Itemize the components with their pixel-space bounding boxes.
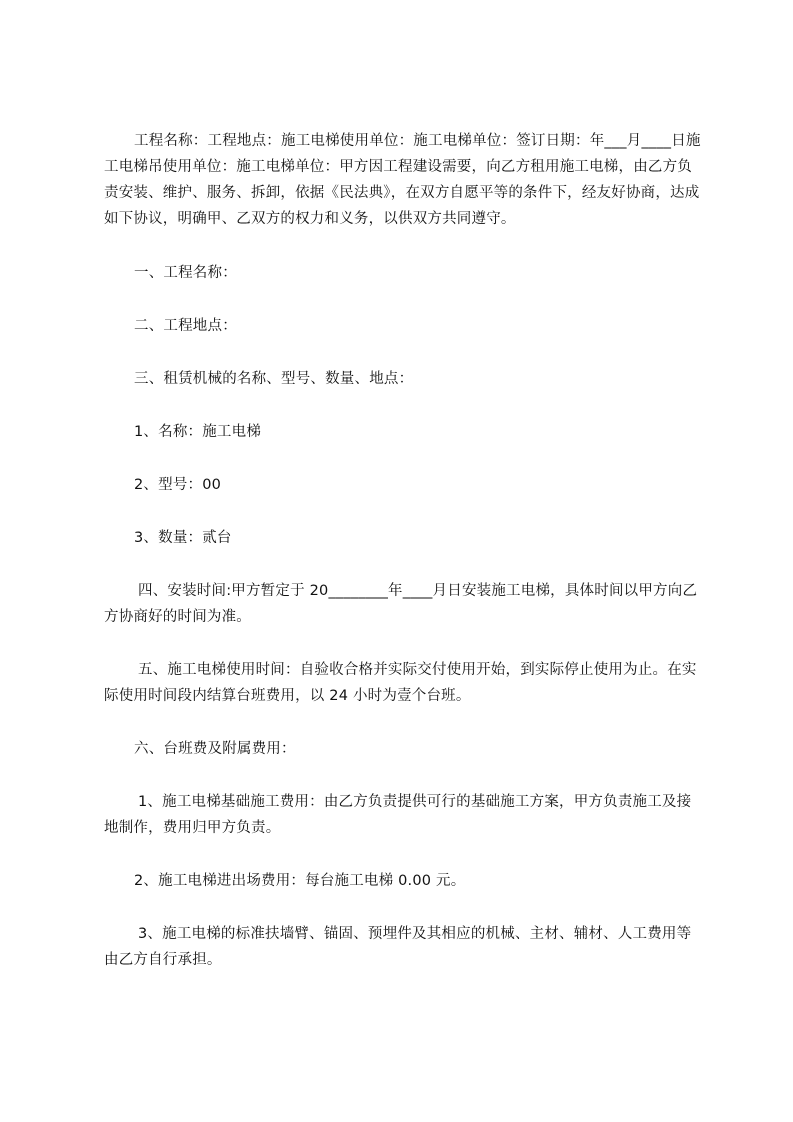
section-1-heading: 一、工程名称： [134, 265, 237, 281]
item-quantity: 3、数量：贰台 [134, 530, 232, 546]
item-model: 2、型号：00 [134, 477, 222, 493]
document-body [104, 128, 704, 973]
section-4-paragraph: 四、安装时间:甲方暂定于 20________年____月日安装施工电梯，具体时间以甲方向乙方协商好的时间为准。 [104, 583, 698, 625]
intro-paragraph: 工程名称：工程地点：施工电梯使用单位：施工电梯单位：签订日期：年___月____日施工电梯吊使用单位：施工电梯单位：甲方因工程建设需要，向乙方租用施工电梯，由乙方负责安装、维护、服务、拆卸，依据《民法典》，在双方自愿平等的条件下，经友好协商，达成如下协议，明确甲、乙双方的权力和义务，以供双方共同遵守。 [104, 133, 701, 227]
section-2-heading: 二、工程地点： [134, 318, 237, 334]
section-6-heading: 六、台班费及附属费用： [134, 741, 296, 757]
fee-2-paragraph: 2、施工电梯进出场费用：每台施工电梯 0.00 元。 [134, 873, 466, 889]
section-5-paragraph: 五、施工电梯使用时间：自验收合格并实际交付使用开始，到实际停止使用为止。在实际使用时间段内结算台班费用，以 24 小时为壹个台班。 [104, 662, 697, 704]
fee-1-paragraph: 1、施工电梯基础施工费用：由乙方负责提供可行的基础施工方案，甲方负责施工及接地制作，费用归甲方负责。 [104, 794, 692, 836]
fee-3-paragraph: 3、施工电梯的标准扶墙臂、锚固、预埋件及其相应的机械、主材、辅材、人工费用等由乙方自行承担。 [104, 926, 692, 968]
section-3-heading: 三、租赁机械的名称、型号、数量、地点： [134, 371, 414, 387]
item-name: 1、名称：施工电梯 [134, 424, 262, 440]
